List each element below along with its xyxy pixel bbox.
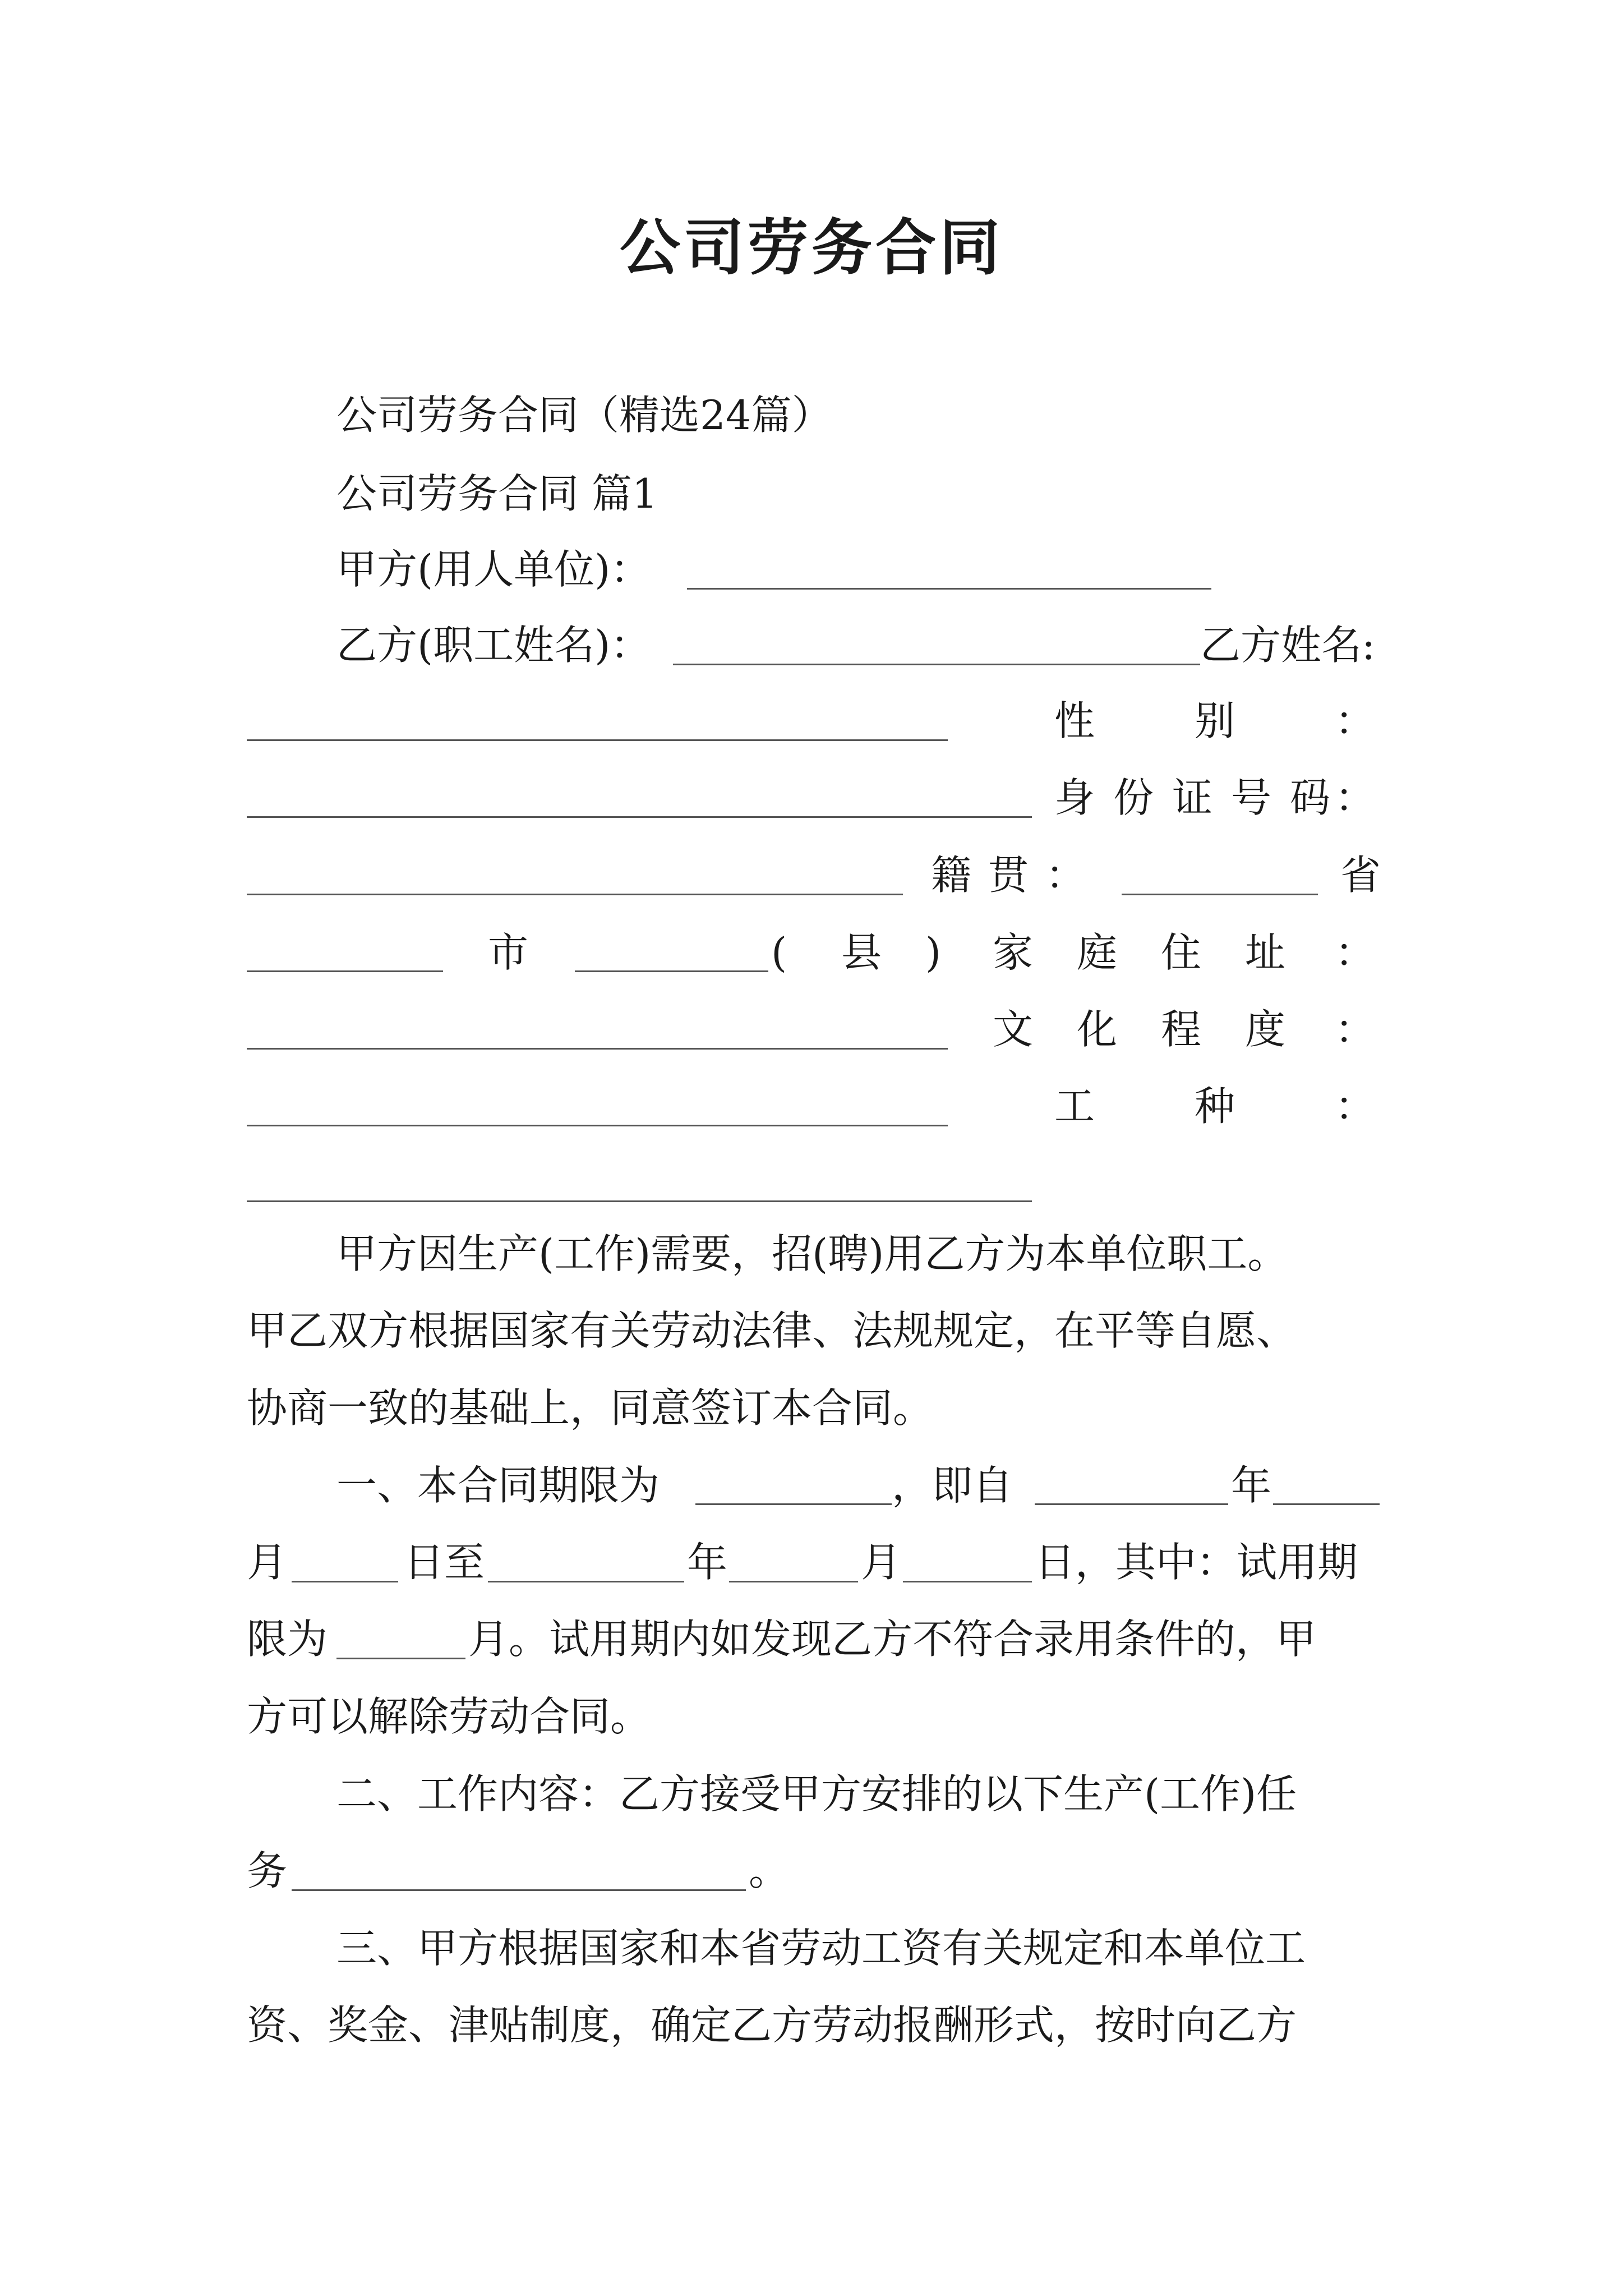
probation-months-blank[interactable] (336, 1658, 465, 1659)
party-b-label: 乙方(职工姓名)： (336, 622, 651, 669)
clause3-line-1: 三、甲方根据国家和本省劳动工资有关规定和本单位工 (336, 1925, 1306, 1972)
gender-blank[interactable] (247, 816, 1032, 818)
gender-char-2: 别 (1195, 697, 1235, 744)
education-char-2: 化 (1077, 1006, 1118, 1053)
education-blank[interactable] (247, 1125, 948, 1126)
clause2-line-1: 二、工作内容：乙方接受甲方安排的以下生产(工作)任 (336, 1770, 1297, 1818)
party-a-blank[interactable] (687, 588, 1211, 590)
id-number-blank[interactable] (247, 894, 903, 895)
end-day-blank[interactable] (903, 1581, 1032, 1582)
address-colon: ： (1335, 929, 1376, 976)
clause2-task-label: 务 (247, 1847, 288, 1894)
clause1-day-to-label: 日至 (404, 1539, 485, 1586)
party-b-blank[interactable] (673, 664, 1200, 665)
city-label: 市 (488, 929, 529, 976)
intro-line-1: 甲方因生产(工作)需要，招(聘)用乙方为本单位职工。 (336, 1230, 1288, 1277)
clause1-end-month-label: 月 (861, 1539, 902, 1586)
clause1-text-e: 日，其中：试用期 (1035, 1539, 1358, 1586)
clause1-text-a: 一、本合同期限为 (336, 1462, 660, 1509)
clause1-text-l4: 方可以解除劳动合同。 (247, 1693, 651, 1740)
clause3-line-2: 资、奖金、津贴制度，确定乙方劳动报酬形式，按时向乙方 (247, 2001, 1297, 2049)
county-label: 县 (841, 929, 882, 976)
intro-line-2: 甲乙双方根据国家有关劳动法律、法规规定，在平等自愿、 (247, 1307, 1297, 1354)
intro-line-3: 协商一致的基础上，同意签订本合同。 (247, 1384, 934, 1432)
id-char-5: 码 (1290, 774, 1331, 821)
party-b-name-blank[interactable] (247, 739, 948, 741)
job-type-colon: ： (1335, 1083, 1376, 1130)
county-close-paren: ) (925, 929, 942, 976)
education-char-4: 度 (1245, 1006, 1286, 1053)
document-subtitle: 公司劳务合同（精选24篇） (336, 392, 832, 439)
city-blank[interactable] (247, 970, 443, 972)
education-char-1: 文 (993, 1006, 1034, 1053)
clause1-text-c: 年 (1231, 1462, 1272, 1509)
id-char-1: 身 (1054, 774, 1095, 821)
work-task-blank[interactable] (292, 1889, 746, 1891)
end-year-blank[interactable] (488, 1581, 684, 1582)
clause1-year-label: 年 (687, 1539, 728, 1586)
job-type-char-2: 种 (1195, 1083, 1235, 1130)
clause1-text-b: ，即自 (892, 1462, 1013, 1509)
address-char-2: 庭 (1077, 929, 1118, 976)
address-char-4: 址 (1245, 929, 1286, 976)
id-colon: ： (1335, 774, 1376, 821)
start-year-blank[interactable] (1035, 1503, 1228, 1505)
id-char-2: 份 (1113, 774, 1154, 821)
document-title: 公司劳务合同 (619, 213, 1003, 283)
gender-colon: ： (1335, 697, 1376, 744)
end-month-blank[interactable] (729, 1581, 858, 1582)
address-char-1: 家 (993, 929, 1034, 976)
job-type-blank[interactable] (247, 1200, 1032, 1202)
section-heading: 公司劳务合同 篇1 (336, 470, 658, 517)
province-blank[interactable] (1122, 894, 1318, 895)
county-blank[interactable] (575, 970, 768, 972)
start-month-blank[interactable] (1273, 1503, 1380, 1505)
education-colon: ： (1335, 1006, 1376, 1053)
county-open-paren: ( (771, 929, 787, 976)
clause2-period: 。 (749, 1847, 790, 1894)
province-label: 省 (1340, 852, 1381, 899)
start-day-blank[interactable] (292, 1581, 398, 1582)
address-char-3: 住 (1161, 929, 1202, 976)
gender-char-1: 性 (1054, 697, 1095, 744)
id-char-3: 证 (1172, 774, 1213, 821)
contract-term-blank[interactable] (695, 1503, 892, 1505)
education-char-3: 程 (1161, 1006, 1202, 1053)
native-place-label: 籍贯： (931, 852, 1103, 899)
party-b-name-label: 乙方姓名: (1200, 622, 1376, 669)
clause1-limit-label: 限为 (247, 1616, 328, 1663)
job-type-char-1: 工 (1054, 1083, 1095, 1130)
party-a-label: 甲方(用人单位)： (336, 546, 651, 593)
clause1-text-l3b: 月。试用期内如发现乙方不符合录用条件的，甲 (468, 1616, 1317, 1663)
address-blank[interactable] (247, 1048, 948, 1050)
id-char-4: 号 (1231, 774, 1272, 821)
clause1-month-label: 月 (247, 1539, 288, 1586)
